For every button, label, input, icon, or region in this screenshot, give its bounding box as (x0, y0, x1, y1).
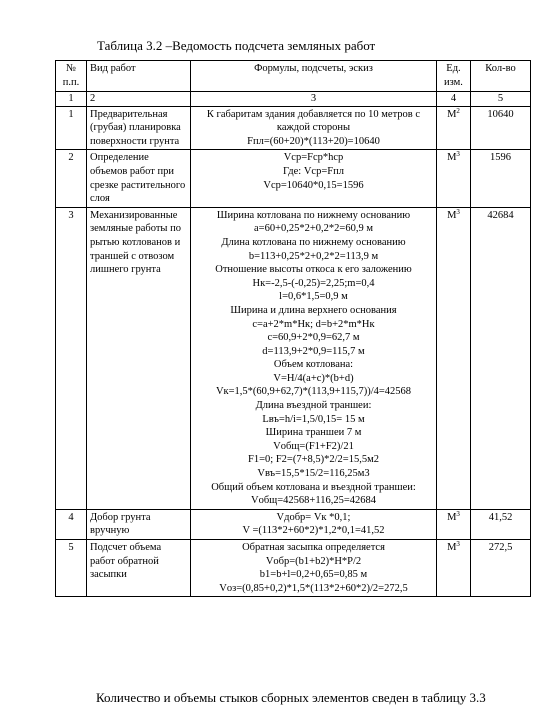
row-number: 4 (56, 509, 87, 539)
formula-line: Объем котлована: (273, 359, 354, 371)
work-type: Определение объемов работ при срезке растительного слоя (87, 150, 191, 207)
formula-line: Ширина и длина верхнего основания (230, 304, 397, 316)
header-unit: Ед. изм. (437, 61, 471, 92)
unit-power: 2 (456, 106, 460, 115)
index-cell: 3 (191, 92, 437, 107)
formula-line: b1=b+l=0,2+0,65=0,85 м (259, 569, 368, 581)
unit-cell (437, 150, 471, 207)
index-cell: 2 (87, 92, 191, 107)
formula-line: Fпл=(60+20)*(113+20)=10640 (247, 135, 380, 147)
table-row (56, 150, 531, 207)
unit-power: 3 (456, 150, 460, 159)
formula-line: Vобщ=(F1+F2)/21 (273, 440, 354, 452)
formula-line: К габаритам здания добавляется по 10 метров с каждой стороны (206, 108, 421, 134)
unit-cell (437, 509, 471, 539)
unit-label: М (447, 108, 457, 120)
quantity-cell: 1596 (471, 150, 531, 207)
unit-label: М (447, 152, 457, 164)
formula-line: Общий объем котлована и въездной траншеи: (211, 481, 416, 493)
work-type: Механизированные земляные работы по рытью котлованов и траншей с отвозом лишнего грунта (87, 207, 191, 509)
formula-line: Нк=-2,5-(-0,25)=2,25;m=0,4 (252, 277, 375, 289)
header-row (56, 61, 531, 92)
formula-line: l=0,6*1,5=0,9 м (279, 291, 348, 303)
earthworks-table (55, 60, 531, 597)
quantity-cell: 42684 (471, 207, 531, 509)
unit-power: 3 (456, 509, 460, 518)
formula-line: Vобр=(b1+b2)*H*P/2 (265, 555, 362, 567)
formula-line: Ширина траншеи 7 м (265, 427, 362, 439)
index-cell: 1 (56, 92, 87, 107)
table-row (56, 106, 531, 150)
unit-cell (437, 106, 471, 150)
formula-line: V =(113*2+60*2)*1,2*0,1=41,52 (242, 525, 385, 537)
formulas-cell (191, 106, 437, 150)
formula-line: Отношение высоты откоса к его заложению (215, 264, 412, 276)
unit-power: 3 (456, 540, 460, 548)
formula-line: Где: Vср=Fпл (283, 165, 344, 177)
formula-line: Vоз=(0,85+0,2)*1,5*(113*2+60*2)/2=272,5 (219, 582, 408, 594)
unit-cell (437, 540, 471, 597)
formula-line: c=a+2*m*Hк; d=b+2*m*Hк (252, 318, 375, 330)
formula-line: Vобщ=42568+116,25=42684 (250, 495, 376, 507)
table-row (56, 540, 531, 597)
formulas-cell (191, 509, 437, 539)
work-type: Добор грунта вручную (87, 509, 191, 539)
table-caption: Таблица 3.2 –Ведомость подсчета земляных работ (97, 38, 376, 53)
header-qty: Кол-во (471, 61, 531, 92)
index-cell: 4 (437, 92, 471, 107)
unit-label: М (447, 511, 457, 523)
formula-line: Lвъ=h/i=1,5/0,15= 15 м (262, 413, 365, 425)
row-number: 3 (56, 207, 87, 509)
formula-line: Vк=1,5*(60,9+62,7)*(113,9+115,7))/4=42568 (215, 386, 412, 398)
formula-line: V=H/4(a+c)*(b+d) (273, 372, 354, 384)
quantity-cell: 10640 (471, 106, 531, 150)
formula-line: c=60,9+2*0,9=62,7 м (267, 332, 360, 344)
formula-line: b=113+0,25*2+0,2*2=113,9 м (248, 250, 379, 262)
header-work: Вид работ (87, 61, 191, 92)
formula-line: F1=0; F2=(7+8,5)*2/2=15,5м2 (248, 454, 379, 466)
header-num: № п.п. (56, 61, 87, 92)
quantity-cell: 272,5 (471, 540, 531, 597)
formula-line: Ширина котлована по нижнему основанию (216, 209, 411, 221)
unit-power: 3 (456, 207, 460, 216)
unit-label: М (447, 209, 457, 221)
formula-line: Длина въездной траншеи: (255, 400, 372, 412)
formula-line: a=60+0,25*2+0,2*2=60,9 м (254, 223, 373, 235)
formulas-cell (191, 150, 437, 207)
formulas-cell (191, 207, 437, 509)
header-formulas: Формулы, подсчеты, эскиз (191, 61, 437, 92)
formulas-cell (191, 540, 437, 597)
table-row (56, 509, 531, 539)
formula-line: Vдобр= Vк *0,1; (276, 511, 351, 523)
formula-line: Vср=10640*0,15=1596 (263, 179, 364, 191)
table-body (56, 106, 531, 597)
row-number: 2 (56, 150, 87, 207)
row-number: 1 (56, 106, 87, 150)
unit-cell (437, 207, 471, 509)
quantity-cell: 41,52 (471, 509, 531, 539)
formula-line: d=113,9+2*0,9=115,7 м (262, 345, 365, 357)
formula-line: Обратная засыпка определяется (242, 542, 385, 553)
footer-note: Количество и объемы стыков сборных элементов сведен в таблицу 3.3 (96, 690, 486, 705)
formula-line: Длина котлована по нижнему основанию (221, 236, 406, 248)
row-number: 5 (56, 540, 87, 597)
table-row (56, 207, 531, 509)
work-type: Подсчет объема работ обратной засыпки (87, 540, 191, 597)
unit-label: М (447, 542, 457, 553)
work-type: Предварительная (грубая) планировка поверхности грунта (87, 106, 191, 150)
index-row (56, 92, 531, 107)
index-cell: 5 (471, 92, 531, 107)
formula-line: Vср=Fср*hср (283, 152, 344, 164)
formula-line: Vвъ=15,5*15/2=116,25м3 (257, 468, 370, 480)
